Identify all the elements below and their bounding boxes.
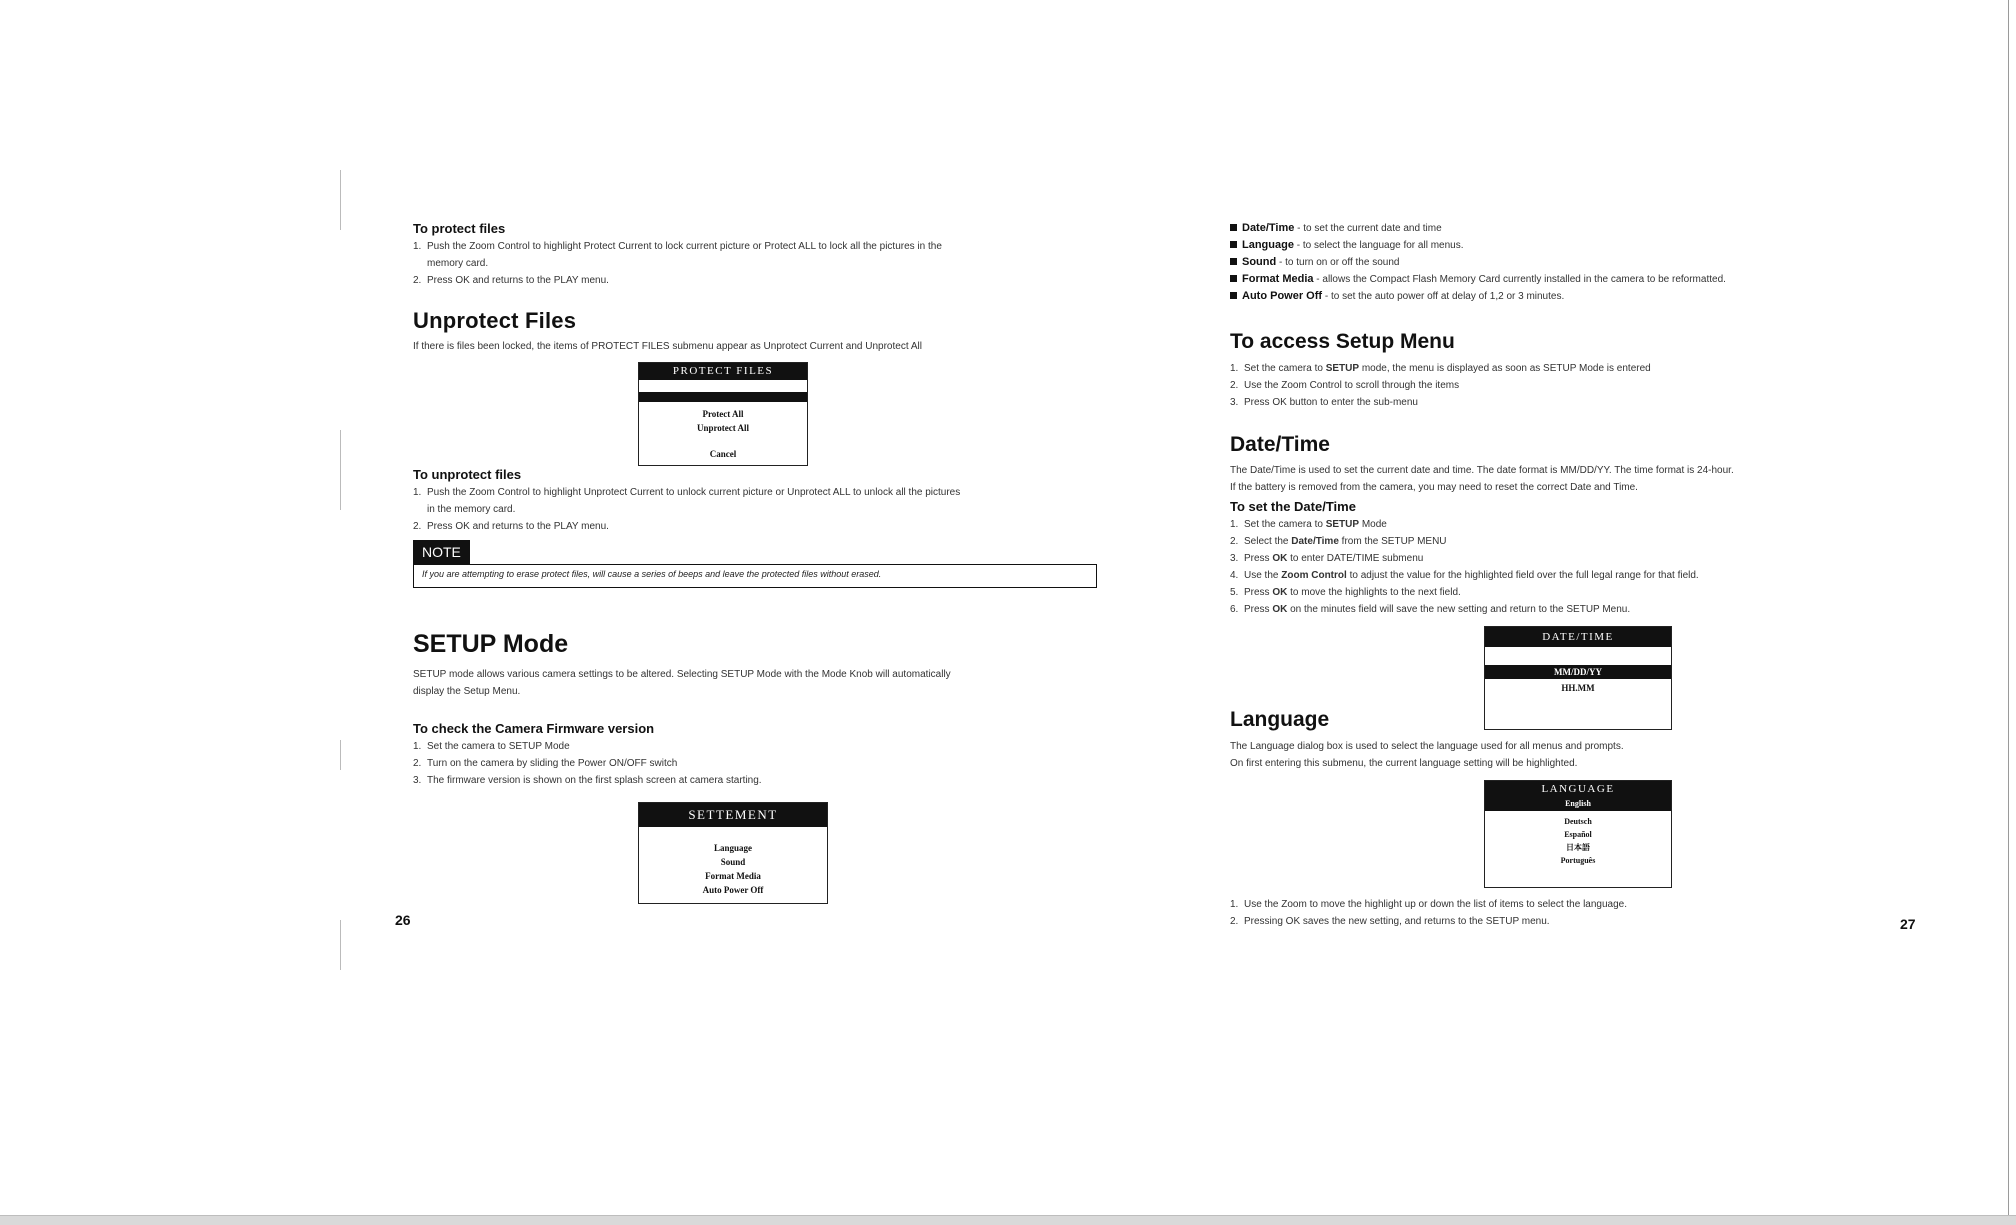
step-item: 2. Pressing OK saves the new setting, and returns to the SETUP menu. bbox=[1230, 916, 1550, 927]
page-number-right: 27 bbox=[1900, 916, 1916, 932]
note-tab: NOTE bbox=[413, 540, 470, 564]
menu-highlight: MM/DD/YY bbox=[1485, 665, 1671, 679]
bullet-item: Format Media - allows the Compact Flash Memory Card currently installed in the camera to be reformatted. bbox=[1230, 271, 1950, 288]
menu-item: Deutsch bbox=[1564, 817, 1592, 826]
page-number-left: 26 bbox=[395, 912, 411, 928]
firmware-steps bbox=[413, 738, 1113, 789]
bullet-item: Auto Power Off - to set the auto power off at delay of 1,2 or 3 minutes. bbox=[1230, 288, 1950, 305]
menu-title: SETTEMENT bbox=[639, 803, 827, 827]
access-setup-title: To access Setup Menu bbox=[1230, 330, 1455, 353]
step-item: 2. Press OK and returns to the PLAY menu. bbox=[413, 275, 609, 286]
step-item: 3. The firmware version is shown on the first splash screen at camera starting. bbox=[413, 775, 762, 786]
setup-intro: SETUP mode allows various camera settings to be altered. Selecting SETUP Mode with the Mode Knob will automatically display the Setup Menu. bbox=[413, 669, 951, 697]
unprotect-files-title: Unprotect Files bbox=[413, 308, 577, 333]
datetime-menu bbox=[1484, 626, 1672, 730]
bullet-item: Date/Time - to set the current date and time bbox=[1230, 220, 1950, 237]
menu-item: Sound bbox=[720, 857, 746, 867]
language-intro: The Language dialog box is used to select the language used for all menus and prompts. On first entering this submenu, the current language setting will be highlighted. bbox=[1230, 741, 1624, 769]
binding-mark bbox=[340, 430, 341, 510]
menu-item: HH.MM bbox=[1561, 683, 1595, 693]
language-title: Language bbox=[1230, 708, 1330, 731]
step-item: 2. Turn on the camera by sliding the Power ON/OFF switch bbox=[413, 758, 678, 769]
setup-menu bbox=[638, 802, 828, 904]
bullet-item: Language - to select the language for all menus. bbox=[1230, 237, 1950, 254]
protect-files-heading bbox=[413, 220, 505, 238]
menu-title: PROTECT FILES bbox=[639, 363, 807, 380]
binding-mark bbox=[340, 740, 341, 770]
set-datetime-heading: To set the Date/Time bbox=[1230, 499, 1356, 514]
language-menu bbox=[1484, 780, 1672, 888]
bullet-icon bbox=[1230, 224, 1237, 231]
menu-item: Cancel bbox=[709, 449, 737, 459]
step-item: 2. Press OK and returns to the PLAY menu. bbox=[413, 521, 609, 532]
access-steps bbox=[1230, 360, 1930, 411]
bullet-icon bbox=[1230, 241, 1237, 248]
menu-item: Format Media bbox=[705, 871, 761, 881]
menu-title: LANGUAGE bbox=[1485, 781, 1671, 797]
step-item: 1. Push the Zoom Control to highlight Protect Current to lock current picture or Protect ALL to lock all the pictures in the memory card. bbox=[413, 241, 942, 269]
step-item: 2. Select the Date/Time from the SETUP MENU bbox=[1230, 536, 1447, 547]
menu-highlight bbox=[639, 392, 807, 402]
menu-item: Auto Power Off bbox=[702, 885, 764, 895]
step-item: 1. Use the Zoom to move the highlight up or down the list of items to select the language. bbox=[1230, 899, 1627, 910]
bullet-item: Sound - to turn on or off the sound bbox=[1230, 254, 1950, 271]
datetime-title: Date/Time bbox=[1230, 433, 1330, 456]
menu-item: Protect All bbox=[702, 409, 744, 419]
binding-mark bbox=[340, 170, 341, 230]
menu-highlight: English bbox=[1485, 797, 1671, 811]
step-item: 4. Use the Zoom Control to adjust the value for the highlighted field over the full legal range for that field. bbox=[1230, 570, 1699, 581]
note-box bbox=[413, 564, 1097, 588]
step-item: 6. Press OK on the minutes field will save the new setting and return to the SETUP Menu. bbox=[1230, 604, 1631, 615]
menu-title: DATE/TIME bbox=[1485, 627, 1671, 647]
menu-item: Português bbox=[1560, 856, 1596, 865]
step-item: 2. Use the Zoom Control to scroll through the items bbox=[1230, 380, 1460, 391]
binding-mark bbox=[340, 920, 341, 970]
firmware-heading: To check the Camera Firmware version bbox=[413, 721, 655, 736]
section-heading: To protect files bbox=[413, 221, 506, 236]
step-item: 1. Push the Zoom Control to highlight Unprotect Current to unlock current picture or Unprotect ALL to unlock all the pictures in the memory card. bbox=[413, 487, 961, 515]
bullet-icon bbox=[1230, 258, 1237, 265]
page-edge-line bbox=[2008, 0, 2009, 1215]
step-item: 3. Press OK button to enter the sub-menu bbox=[1230, 397, 1418, 408]
note-text: If you are attempting to erase protect files, will cause a series of beeps and leave the protected files without erased. bbox=[422, 569, 882, 579]
step-item: 1. Set the camera to SETUP Mode bbox=[1230, 519, 1387, 530]
protect-files-menu bbox=[638, 362, 808, 466]
bullet-icon bbox=[1230, 275, 1237, 282]
unprotect-files-heading: To unprotect files bbox=[413, 467, 522, 482]
language-steps bbox=[1230, 896, 1950, 930]
step-item: 5. Press OK to move the highlights to the next field. bbox=[1230, 587, 1461, 598]
menu-item: 日本語 bbox=[1566, 843, 1590, 852]
step-item: 1. Set the camera to SETUP Mode bbox=[413, 741, 570, 752]
menu-item: Language bbox=[713, 843, 752, 853]
unprotect-steps bbox=[413, 484, 1113, 535]
step-item: 3. Press OK to enter DATE/TIME submenu bbox=[1230, 553, 1424, 564]
setup-options-list bbox=[1230, 220, 1950, 305]
protect-steps bbox=[413, 238, 1113, 289]
datetime-intro: The Date/Time is used to set the current date and time. The date format is MM/DD/YY. The time format is 24-hour. If the battery is removed from the camera, you may need to reset the correct Date and Time. bbox=[1230, 465, 1734, 493]
unprotect-intro: If there is files been locked, the items of PROTECT FILES submenu appear as Unprotect Current and Unprotect All bbox=[413, 341, 922, 352]
setup-mode-title: SETUP Mode bbox=[413, 630, 569, 658]
menu-item: Español bbox=[1564, 830, 1592, 839]
bullet-icon bbox=[1230, 292, 1237, 299]
set-datetime-steps bbox=[1230, 516, 1950, 618]
menu-item: Unprotect All bbox=[696, 423, 750, 433]
step-item: 1. Set the camera to SETUP mode, the menu is displayed as soon as SETUP Mode is entered bbox=[1230, 363, 1651, 374]
